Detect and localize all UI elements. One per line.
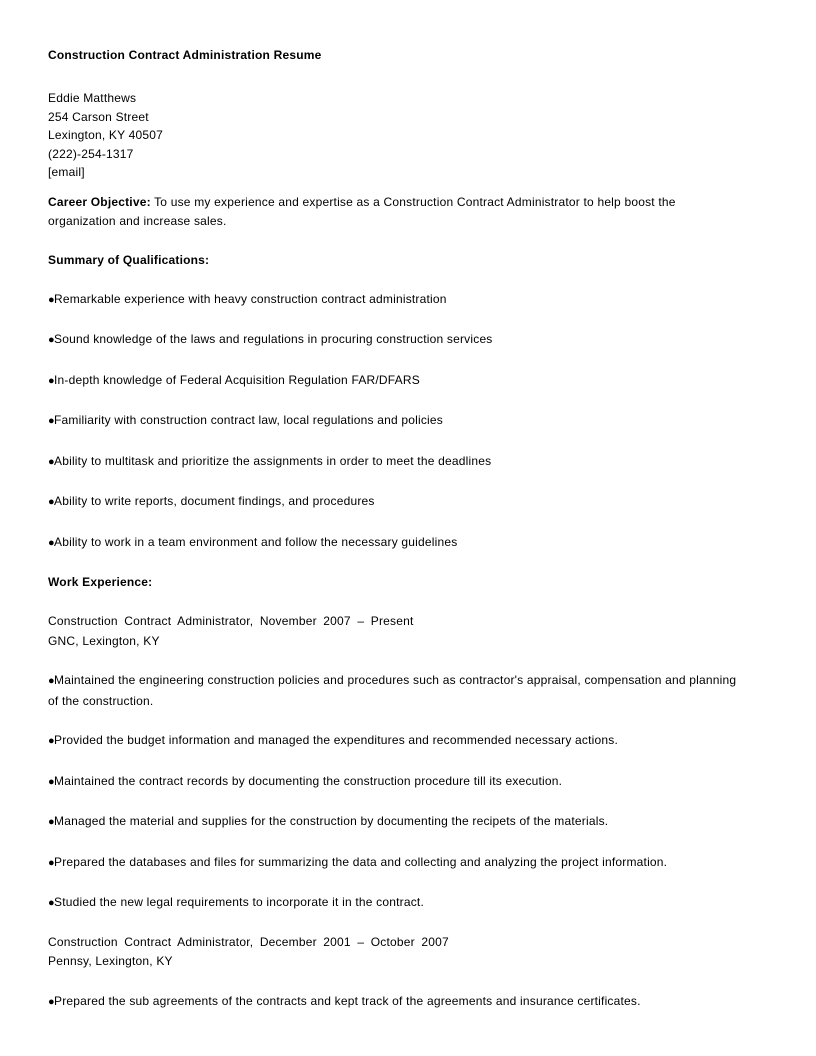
document-title: Construction Contract Administration Resume — [48, 48, 322, 62]
list-item — [48, 371, 738, 392]
list-item — [48, 671, 738, 711]
bullet-icon: ● — [48, 455, 55, 468]
duty-text: Prepared the databases and files for summarizing the data and collecting and analyzing the project information. — [54, 854, 668, 869]
contact-city: Lexington, KY 40507 — [48, 128, 164, 142]
bullet-icon: ● — [48, 496, 55, 508]
contact-block — [48, 89, 738, 182]
bullet-icon: ● — [48, 293, 55, 306]
career-objective-text: To use my experience and expertise as a Construction Contract Administrator to help boost the organization and increase sales. — [48, 194, 676, 228]
job-title: Construction Contract Administrator, December 2001 – October 2007 — [48, 934, 449, 949]
qualification-text: Sound knowledge of the laws and regulations in procuring construction services — [54, 332, 493, 346]
bullet-icon: ● — [48, 856, 55, 869]
bullet-icon: ● — [48, 536, 55, 549]
list-item — [48, 992, 738, 1013]
qualifications-list — [48, 290, 738, 554]
contact-name: Eddie Matthews — [48, 91, 137, 105]
qualification-text: Remarkable experience with heavy construction contract administration — [54, 291, 447, 306]
contact-email: [email] — [48, 165, 85, 179]
bullet-icon: ● — [48, 735, 55, 747]
job-header — [48, 612, 738, 651]
list-item — [48, 731, 738, 752]
qualification-text: Ability to work in a team environment and follow the necessary guidelines — [54, 534, 458, 549]
bullet-icon: ● — [48, 816, 55, 828]
list-item — [48, 533, 738, 554]
duty-text: Managed the material and supplies for the construction by documenting the recipets of the materials. — [54, 814, 609, 828]
bullet-icon: ● — [48, 334, 55, 346]
job-employer: GNC, Lexington, KY — [48, 633, 160, 648]
work-experience-heading: Work Experience: — [48, 575, 153, 589]
bullet-icon: ● — [48, 374, 55, 387]
duty-text: Prepared the sub agreements of the contracts and kept track of the agreements and insurance certificates. — [54, 993, 641, 1008]
job-duties-list — [48, 992, 738, 1013]
list-item — [48, 330, 738, 351]
job-header — [48, 933, 738, 972]
duty-text: Maintained the engineering construction policies and procedures such as contractor's appraisal, compensation and planning of the construction. — [48, 673, 737, 708]
list-item — [48, 452, 738, 473]
duty-text: Studied the new legal requirements to incorporate it in the contract. — [54, 895, 425, 909]
job-duties-list — [48, 671, 738, 914]
job-title: Construction Contract Administrator, November 2007 – Present — [48, 614, 414, 628]
career-objective — [48, 193, 738, 232]
qualification-text: Familiarity with construction contract law, local regulations and policies — [54, 413, 443, 427]
duty-text: Maintained the contract records by documenting the construction procedure till its execution. — [54, 773, 563, 788]
qualification-text: In-depth knowledge of Federal Acquisition Regulation FAR/DFARS — [54, 372, 420, 387]
list-item — [48, 812, 738, 833]
list-item — [48, 411, 738, 432]
contact-phone: (222)-254-1317 — [48, 146, 134, 161]
contact-street: 254 Carson Street — [48, 109, 149, 124]
bullet-icon: ● — [48, 775, 55, 788]
qualification-text: Ability to multitask and prioritize the assignments in order to meet the deadlines — [54, 453, 492, 468]
bullet-icon: ● — [48, 995, 55, 1008]
bullet-icon: ● — [48, 675, 55, 687]
duty-text: Provided the budget information and managed the expenditures and recommended necessary actions. — [54, 733, 619, 747]
qualification-text: Ability to write reports, document findings, and procedures — [54, 494, 375, 508]
list-item — [48, 772, 738, 793]
resume-page — [48, 46, 738, 1012]
bullet-icon: ● — [48, 415, 55, 427]
career-objective-label: Career Objective: — [48, 194, 151, 209]
list-item — [48, 853, 738, 874]
bullet-icon: ● — [48, 897, 55, 909]
list-item — [48, 893, 738, 914]
qualifications-heading: Summary of Qualifications: — [48, 252, 210, 267]
list-item — [48, 492, 738, 513]
list-item — [48, 290, 738, 311]
job-employer: Pennsy, Lexington, KY — [48, 954, 173, 968]
